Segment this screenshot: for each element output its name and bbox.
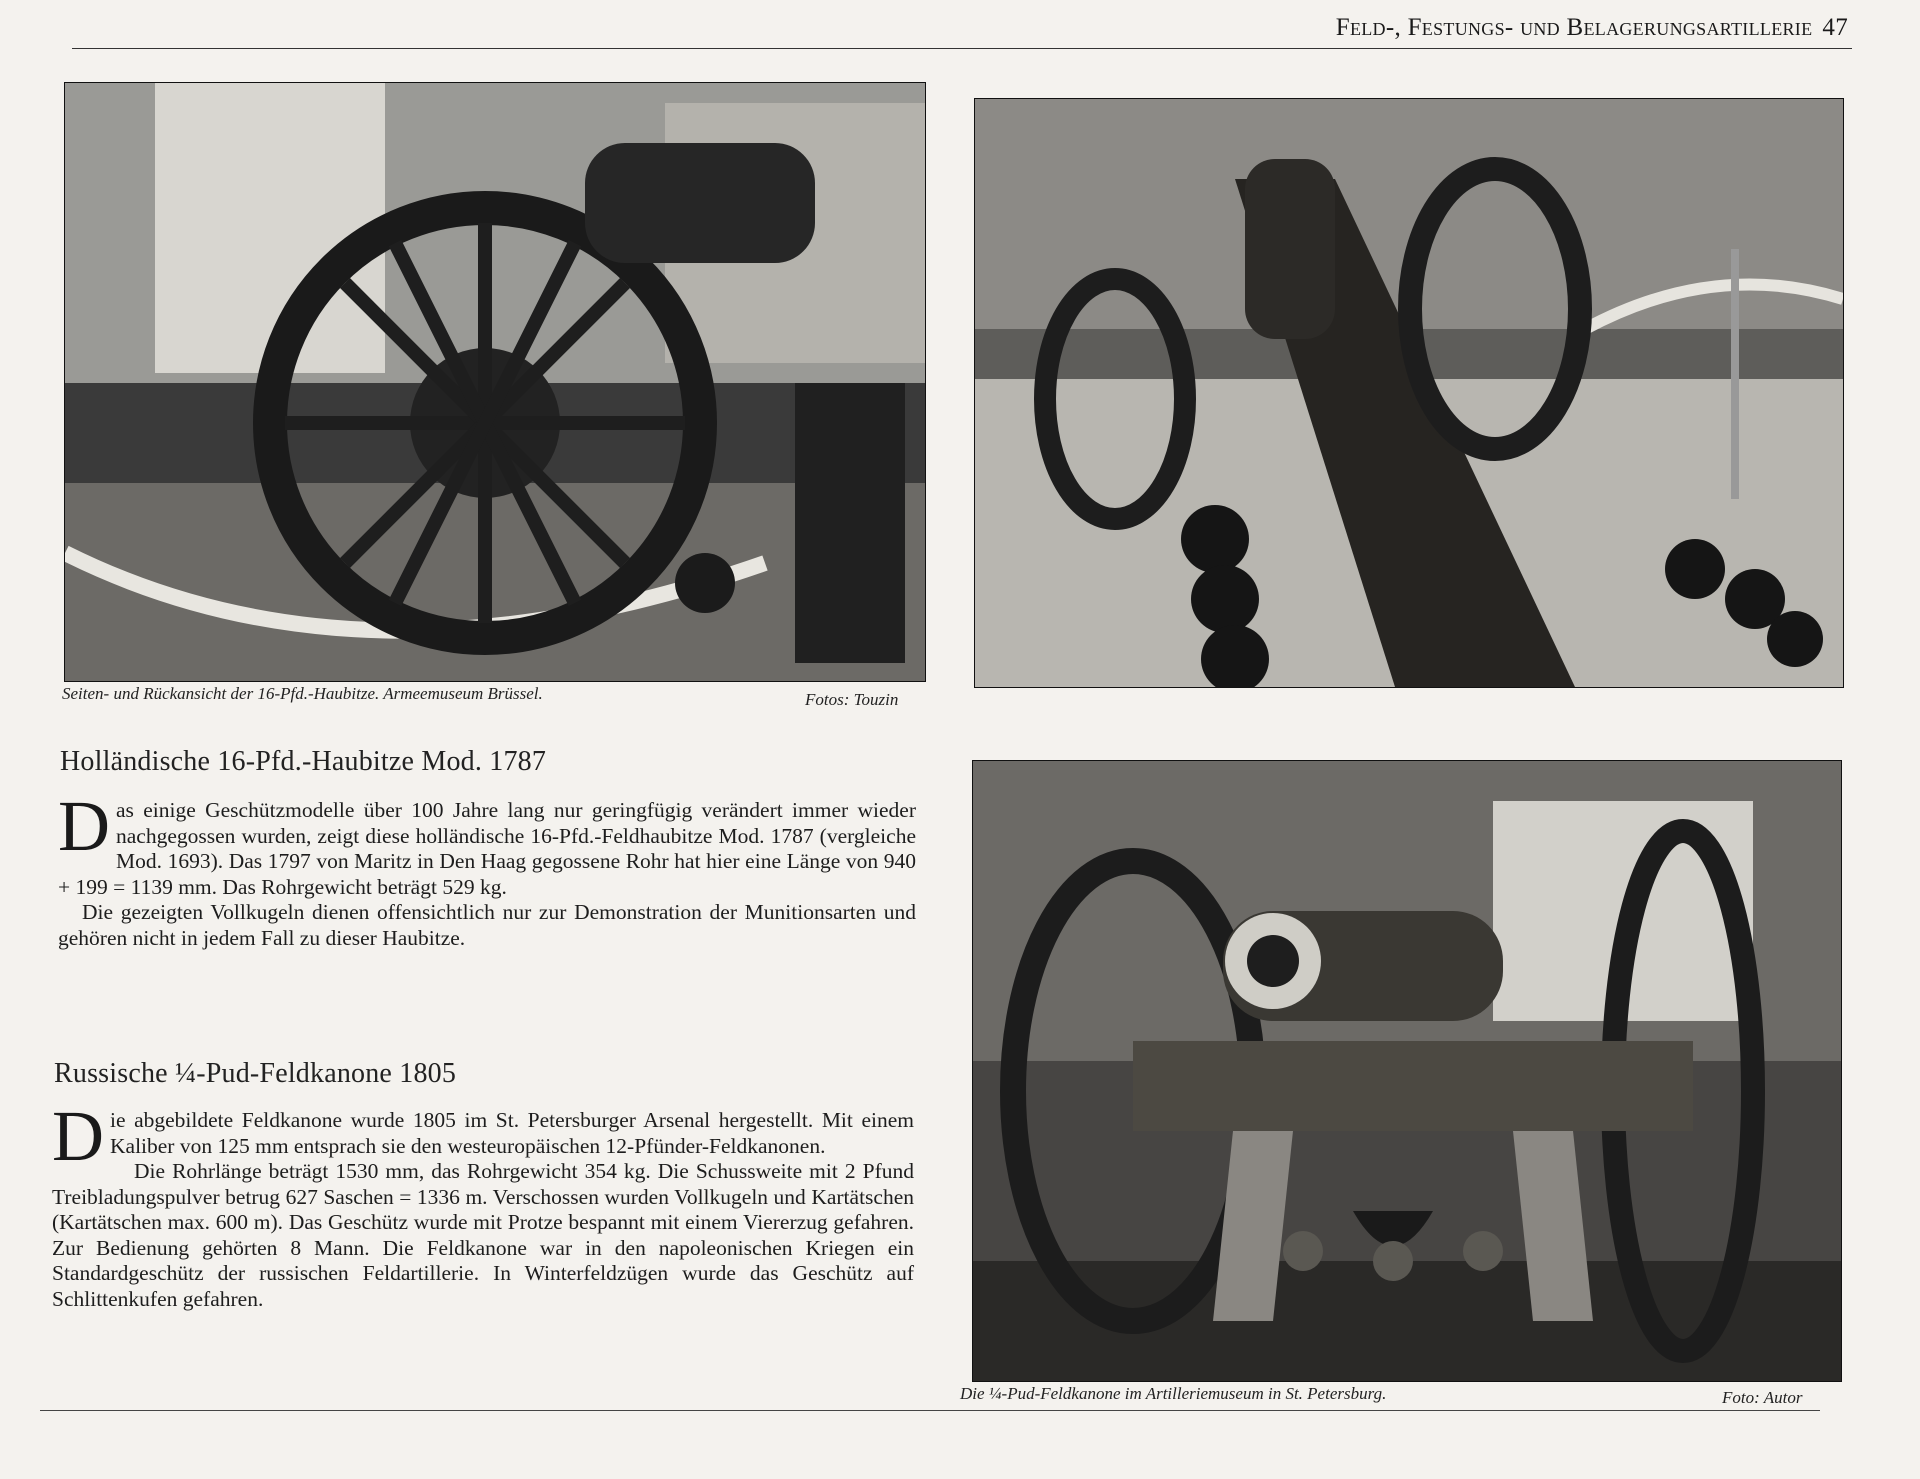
drop-cap: D: [58, 786, 110, 866]
paragraph: as einige Geschützmodelle über 100 Jahre lang nur geringfügig verändert immer wieder nachgegossen wurden, zeigt diese holländische 16-Pfd.-Feldhaubitze Mod. 1787 (vergleiche Mod. 1693). Das 1797 von Maritz in Den Haag gegossene Rohr hat hier eine Länge von 940 + 199 = 1139 mm. Das Rohrgewicht beträgt 529 kg.: [58, 798, 916, 899]
header-rule: [72, 48, 1852, 49]
photo-howitzer-side: [64, 82, 926, 682]
article-heading: Holländische 16-Pfd.-Haubitze Mod. 1787: [60, 746, 547, 777]
figure-credit: Foto: Autor: [1722, 1388, 1803, 1407]
photo-howitzer-rear: [974, 98, 1844, 688]
drop-cap: D: [52, 1096, 104, 1176]
paragraph: Die gezeigten Vollkugeln dienen offensichtlich nur zur Demonstration der Munitionsarten und gehören nicht in jedem Fall zu dieser Haubitze.: [58, 900, 916, 950]
running-title: Feld-, Festungs- und Belagerungsartillerie: [1335, 14, 1813, 41]
photo-russian-cannon: [972, 760, 1842, 1382]
page-number: 47: [1822, 14, 1848, 41]
paragraph: Die Rohrlänge beträgt 1530 mm, das Rohrgewicht 354 kg. Die Schussweite mit 2 Pfund Treibladungspulver betrug 627 Saschen = 1336 m. Verschossen wurden Vollkugeln und Kartätschen (Kartätschen max. 600 m). Das Geschütz wurde mit Protze bespannt mit einem Viererzug gefahren. Zur Bedienung gehörten 8 Mann. Die Feldkanone war in den napoleonischen Kriegen ein Standardgeschütz der russischen Feldartillerie. In Winterfeldzügen wurde das Geschütz auf Schlittenkufen gefahren.: [52, 1159, 914, 1311]
article-heading: Russische ¼-Pud-Feldkanone 1805: [54, 1058, 457, 1089]
footer-rule: [40, 1410, 1820, 1411]
figure-caption: Seiten- und Rückansicht der 16-Pfd.-Haubitze. Armeemuseum Brüssel.: [62, 684, 543, 703]
paragraph: ie abgebildete Feldkanone wurde 1805 im St. Petersburger Arsenal hergestellt. Mit einem Kaliber von 125 mm entsprach sie den westeuropäischen 12-Pfünder-Feldkanonen.: [110, 1108, 914, 1158]
article-body: [52, 1096, 914, 1312]
article-body: [58, 786, 916, 951]
figure-credit: Fotos: Touzin: [805, 690, 899, 709]
running-head: [1336, 14, 1848, 42]
figure-caption: Die ¼-Pud-Feldkanone im Artilleriemuseum in St. Petersburg.: [960, 1384, 1387, 1403]
